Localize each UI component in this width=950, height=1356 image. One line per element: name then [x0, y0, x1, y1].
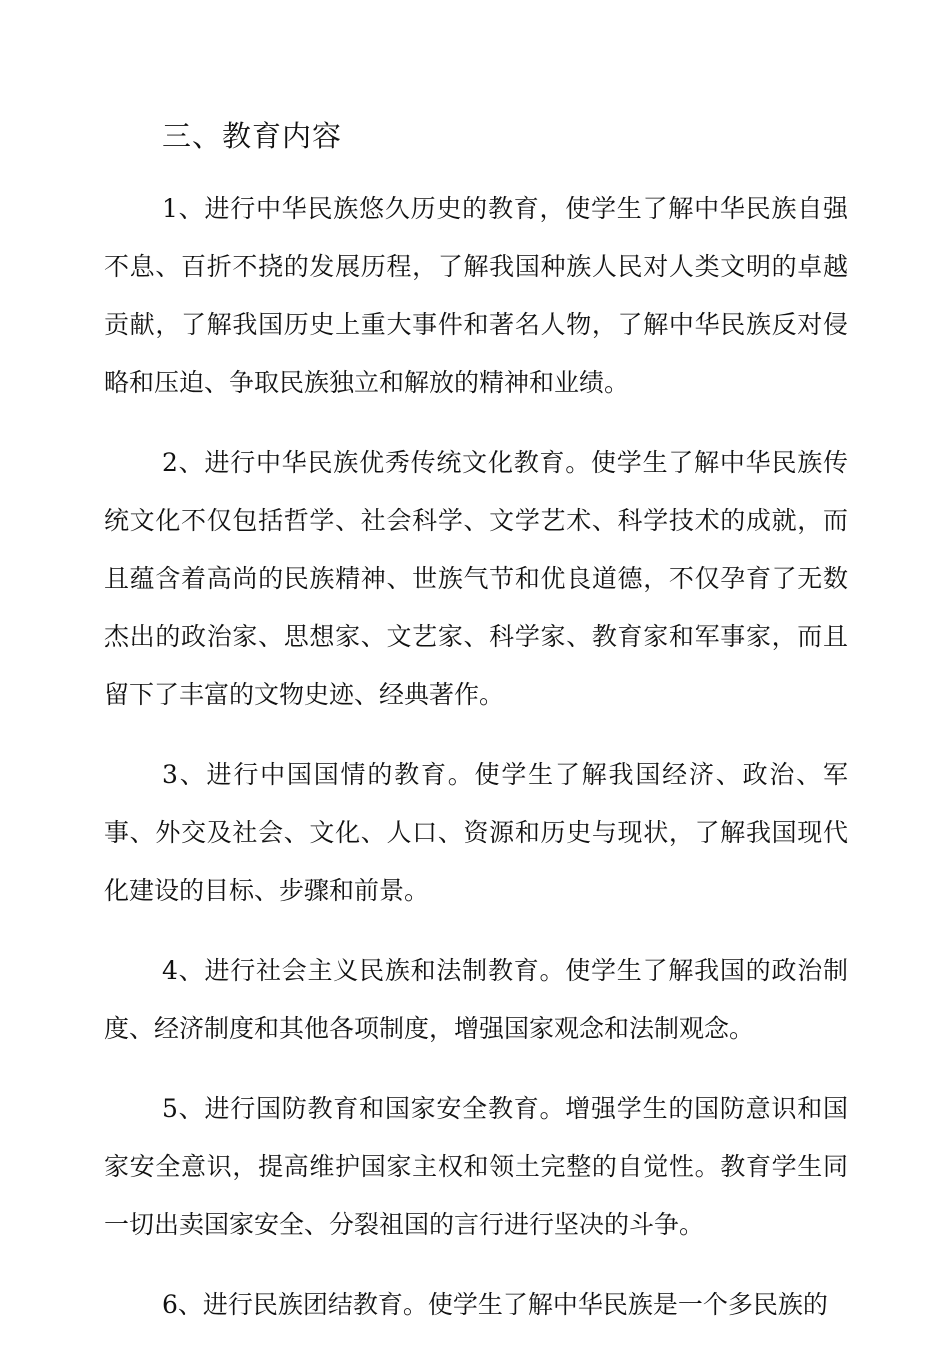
body-text [104, 180, 848, 1356]
section-heading: 三、教育内容 [162, 119, 343, 153]
paragraph-1: 1、进行中华民族悠久历史的教育，使学生了解中华民族自强不息、百折不挠的发展历程，了解我国种族人民对人类文明的卓越贡献，了解我国历史上重大事件和著名人物，了解中华民族反对侵略和压迫、争取民族独立和解放的精神和业绩。 [104, 194, 848, 397]
paragraph-3: 3、进行中国国情的教育。使学生了解我国经济、政治、军事、外交及社会、文化、人口、资源和历史与现状，了解我国现代化建设的目标、步骤和前景。 [104, 760, 848, 905]
paragraph-4: 4、进行社会主义民族和法制教育。使学生了解我国的政治制度、经济制度和其他各项制度，增强国家观念和法制观念。 [104, 956, 848, 1043]
paragraph-6: 6、进行民族团结教育。使学生了解中华民族是一个多民族的 [162, 1290, 828, 1319]
paragraph-5: 5、进行国防教育和国家安全教育。增强学生的国防意识和国家安全意识，提高维护国家主权和领土完整的自觉性。教育学生同一切出卖国家安全、分裂祖国的言行进行坚决的斗争。 [104, 1094, 848, 1239]
paragraph-2: 2、进行中华民族优秀传统文化教育。使学生了解中华民族传统文化不仅包括哲学、社会科学、文学艺术、科学技术的成就，而且蕴含着高尚的民族精神、世族气节和优良道德，不仅孕育了无数杰出的政治家、思想家、文艺家、科学家、教育家和军事家，而且留下了丰富的文物史迹、经典著作。 [104, 448, 848, 709]
